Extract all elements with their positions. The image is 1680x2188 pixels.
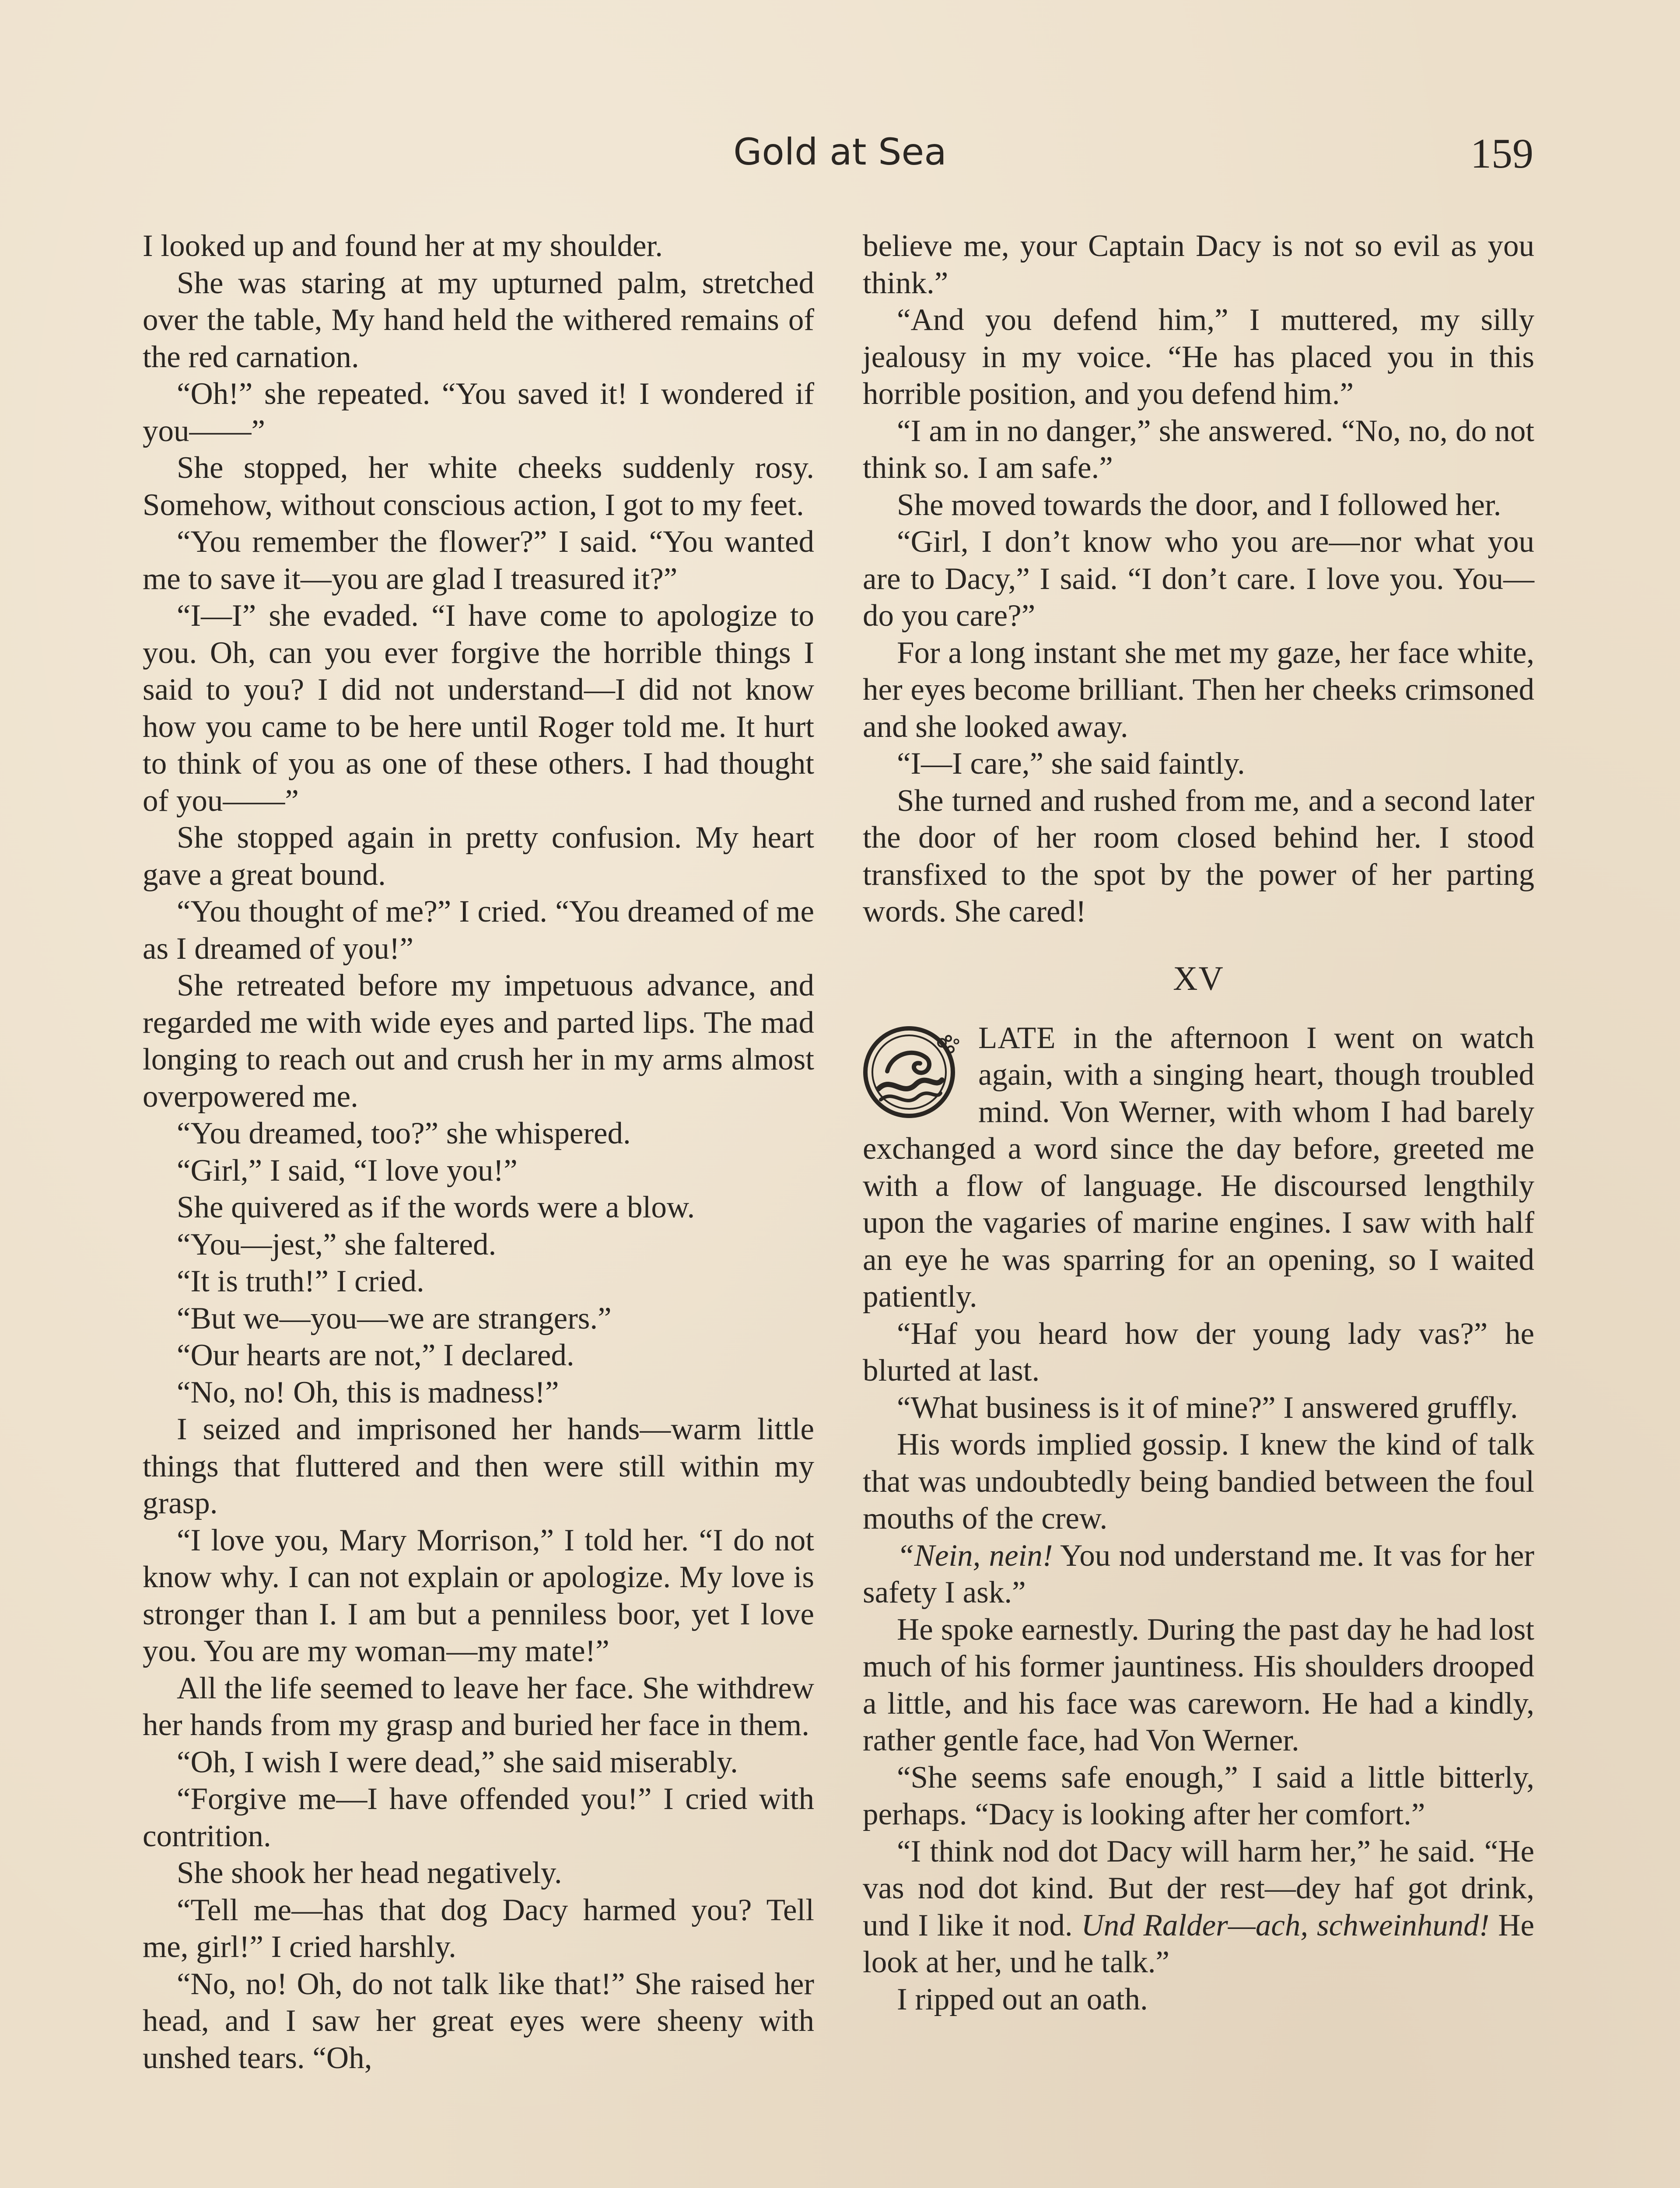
- paragraph: [863, 1833, 1534, 1981]
- paragraph: “I love you, Mary Morrison,” I told her. “I do not know why. I can not explain or apologize. My love is stronger than I. I am but a penniless boor, yet I love you. You are my woman—my mate!”: [143, 1523, 814, 1668]
- paragraph: “And you defend him,” I muttered, my silly jealousy in my voice. “He has placed you in this horrible position, and you defend him.”: [863, 303, 1534, 411]
- paragraph: She moved towards the door, and I followed her.: [897, 487, 1502, 522]
- paragraph: “No, no! Oh, this is madness!”: [177, 1375, 559, 1410]
- italic-text: Und Ralder—ach, schweinhund!: [1081, 1908, 1490, 1943]
- paragraph: “I—I” she evaded. “I have come to apologize to you. Oh, can you ever forgive the horrible things I said to you? I did not understand—I did not know how you came to be here until Roger told me. It hurt to think of you as one of these others. I had thought of you——”: [143, 599, 814, 818]
- text-run: He look at her, und he talk.”: [863, 1908, 1535, 1979]
- page-number: 159: [1470, 130, 1533, 177]
- paragraph: believe me, your Captain Dacy is not so evil as you think.”: [863, 229, 1534, 300]
- paragraph: I ripped out an oath.: [897, 1982, 1148, 2016]
- paragraph: She retreated before my impetuous advance, and regarded me with wide eyes and parted lips. The mad longing to reach out and crush her in my arms almost overpowered me.: [143, 968, 814, 1114]
- paragraph: “Oh, I wish I were dead,” she said miserably.: [177, 1745, 738, 1779]
- paragraph: She stopped again in pretty confusion. My heart gave a great bound.: [143, 820, 814, 892]
- paragraph: She shook her head negatively.: [177, 1856, 562, 1890]
- paragraph: “She seems safe enough,” I said a little bitterly, perhaps. “Dacy is looking after her comfort.”: [863, 1760, 1534, 1831]
- paragraph: “But we—you—we are strangers.”: [177, 1301, 612, 1336]
- paragraph: “Haf you heard how der young lady vas?” he blurted at last.: [863, 1316, 1534, 1388]
- paragraph: “You—jest,” she faltered.: [177, 1227, 497, 1262]
- opening-text: in the afternoon I went on watch again, with a singing heart, though troubled mind. Von Werner, with whom I had barely exchanged a word since the day before, greeted me with a flow of language. He discoursed lengthily upon the vagaries of marine engines. I saw with half an eye he was sparring for an opening, so I waited patiently.: [863, 1020, 1534, 1314]
- paragraph: I seized and imprisoned her hands—warm little things that fluttered and then were still within my grasp.: [143, 1412, 814, 1520]
- paragraph: “What business is it of mine?” I answered gruffly.: [897, 1390, 1518, 1425]
- paragraph: She turned and rushed from me, and a second later the door of her room closed behind her. I stood transfixed to the spot by the power of her parting words. She cared!: [863, 783, 1534, 929]
- paragraph: His words implied gossip. I knew the kind of talk that was undoubtedly being bandied between the foul mouths of the crew.: [863, 1427, 1534, 1536]
- paragraph: “Tell me—has that dog Dacy harmed you? Tell me, girl!” I cried harshly.: [143, 1893, 814, 1964]
- paragraph: He spoke earnestly. During the past day he had lost much of his former jauntiness. His shoulders drooped a little, and his face was careworn. He had a kindly, rather gentle face, had Von Werner.: [863, 1612, 1534, 1757]
- paragraph: “You thought of me?” I cried. “You dreamed of me as I dreamed of you!”: [143, 894, 814, 966]
- paragraph: “I am in no danger,” she answered. “No, no, do not think so. I am safe.”: [863, 414, 1534, 485]
- italic-text: “Nein, nein!: [897, 1538, 1053, 1573]
- ornamental-initial-icon: [861, 1023, 966, 1122]
- text-run: You nod understand me. It vas for her safety I ask.”: [863, 1538, 1534, 1609]
- paragraph: “Our hearts are not,” I declared.: [177, 1338, 574, 1372]
- paragraph: “Girl,” I said, “I love you!”: [177, 1153, 518, 1188]
- paragraph: “It is truth!” I cried.: [177, 1264, 424, 1298]
- paragraph: She was staring at my upturned palm, stretched over the table, My hand held the withered remains of the red carnation.: [143, 266, 814, 374]
- paragraph: For a long instant she met my gaze, her face white, her eyes become brilliant. Then her cheeks crimsoned and she looked away.: [863, 635, 1534, 744]
- paragraph: She quivered as if the words were a blow.: [177, 1190, 695, 1224]
- paragraph: “Girl, I don’t know who you are—nor what you are to Dacy,” I said. “I don’t care. I love you. You—do you care?”: [863, 525, 1534, 633]
- chapter-opening: [863, 1020, 1534, 1315]
- lead-word: LATE: [978, 1020, 1056, 1055]
- paragraph: “Oh!” she repeated. “You saved it! I wondered if you——”: [143, 377, 814, 448]
- paragraph: She stopped, her white cheeks suddenly rosy. Somehow, without conscious action, I got to my feet.: [143, 451, 814, 522]
- paragraph: “I—I care,” she said faintly.: [897, 747, 1245, 781]
- paragraph: All the life seemed to leave her face. She withdrew her hands from my grasp and buried her face in them.: [143, 1671, 814, 1742]
- paragraph: I looked up and found her at my shoulder.: [143, 229, 663, 263]
- paragraph: “You dreamed, too?” she whispered.: [177, 1116, 631, 1150]
- paragraph: “You remember the flower?” I said. “You wanted me to save it—you are glad I treasured it?”: [143, 525, 814, 596]
- left-column: [143, 228, 814, 2076]
- paragraph: “No, no! Oh, do not talk like that!” She raised her head, and I saw her great eyes were sheeny with unshed tears. “Oh,: [143, 1967, 814, 2075]
- right-column: [863, 228, 1534, 2018]
- chapter-heading: XV: [1173, 959, 1224, 997]
- text-run: “I think nod dot Dacy will harm her,” he said. “He vas nod dot kind. But der rest—dey haf got drink, und I like it nod.: [863, 1834, 1534, 1943]
- running-title: Gold at Sea: [733, 130, 947, 173]
- paragraph: [863, 1537, 1534, 1611]
- paragraph: “Forgive me—I have offended you!” I cried with contrition.: [143, 1782, 814, 1853]
